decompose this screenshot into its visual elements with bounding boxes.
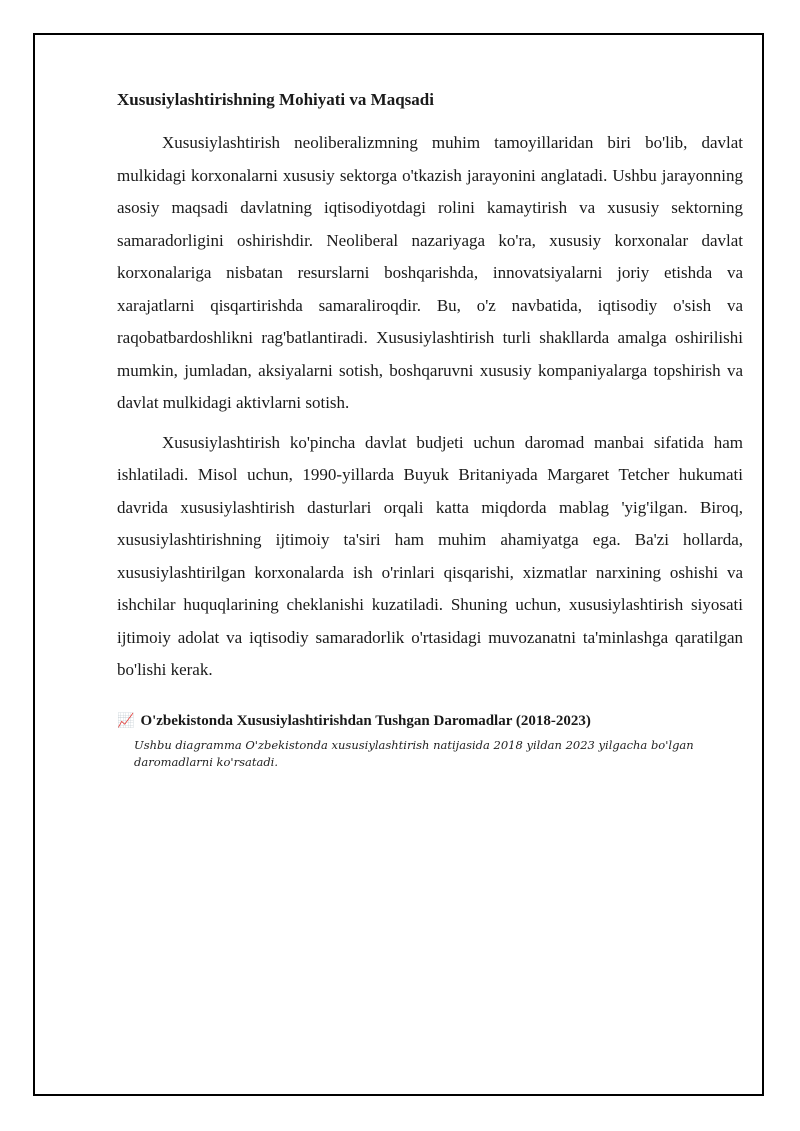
section-heading: Xususiylashtirishning Mohiyati va Maqsadi (117, 90, 434, 109)
paragraph-1: Xususiylashtirish neoliberalizmning muhim tamoyillaridan biri bo'lib, davlat mulkidagi korxonalarni xususiy sektorga o'tkazish jarayonini anglatadi. Ushbu jarayonning asosiy maqsadi davlatning iqtisodiyotdagi rolini kamaytirish va xususiy sektorning samaradorligini oshirishdir. Neoliberal nazariyaga ko'ra, xususiy korxonalar davlat korxonalariga nisbatan resurslarni boshqarishda, innovatsiyalarni joriy etishda va xarajatlarni qisqartirishda samaraliroqdir. Bu, o'z navbatida, iqtisodiy o'sish va raqobatbardoshlikni rag'batlantiradi. Xususiylashtirish turli shakllarda amalga oshirilishi mumkin, jumladan, aksiyalarni sotish, boshqaruvni xususiy kompaniyalarga topshirish va davlat mulkidagi aktivlarni sotish. (117, 133, 743, 412)
chart-line-icon: 📈 (117, 713, 135, 729)
chart-caption: Ushbu diagramma O'zbekistonda xususiylashtirish natijasida 2018 yildan 2023 yilgacha bo'lgan daromadlarni ko'rsatadi. (134, 737, 694, 769)
chart-title-text: O'zbekistonda Xususiylashtirishdan Tushgan Daromadlar (2018-2023) (140, 712, 591, 729)
chart-title (117, 710, 743, 733)
paragraph-2: Xususiylashtirish ko'pincha davlat budjeti uchun daromad manbai sifatida ham ishlatiladi. Misol uchun, 1990-yillarda Buyuk Britaniyada Margaret Tetcher hukumati davrida xususiylashtirish dasturlari orqali katta miqdorda mablag 'yig'ilgan. Biroq, xususiylashtirishning ijtimoiy ta'siri ham muhim ahamiyatga ega. Ba'zi hollarda, xususiylashtirilgan korxonalarda ish o'rinlari qisqarishi, xizmatlar narxining oshishi va ishchilar huquqlarining cheklanishi kuzatiladi. Shuning uchun, xususiylashtirish siyosati ijtimoiy adolat va iqtisodiy samaradorlik o'rtasidagi muvozanatni ta'minlashga qaratilgan bo'lishi kerak. (117, 432, 743, 679)
document-content (117, 88, 743, 771)
